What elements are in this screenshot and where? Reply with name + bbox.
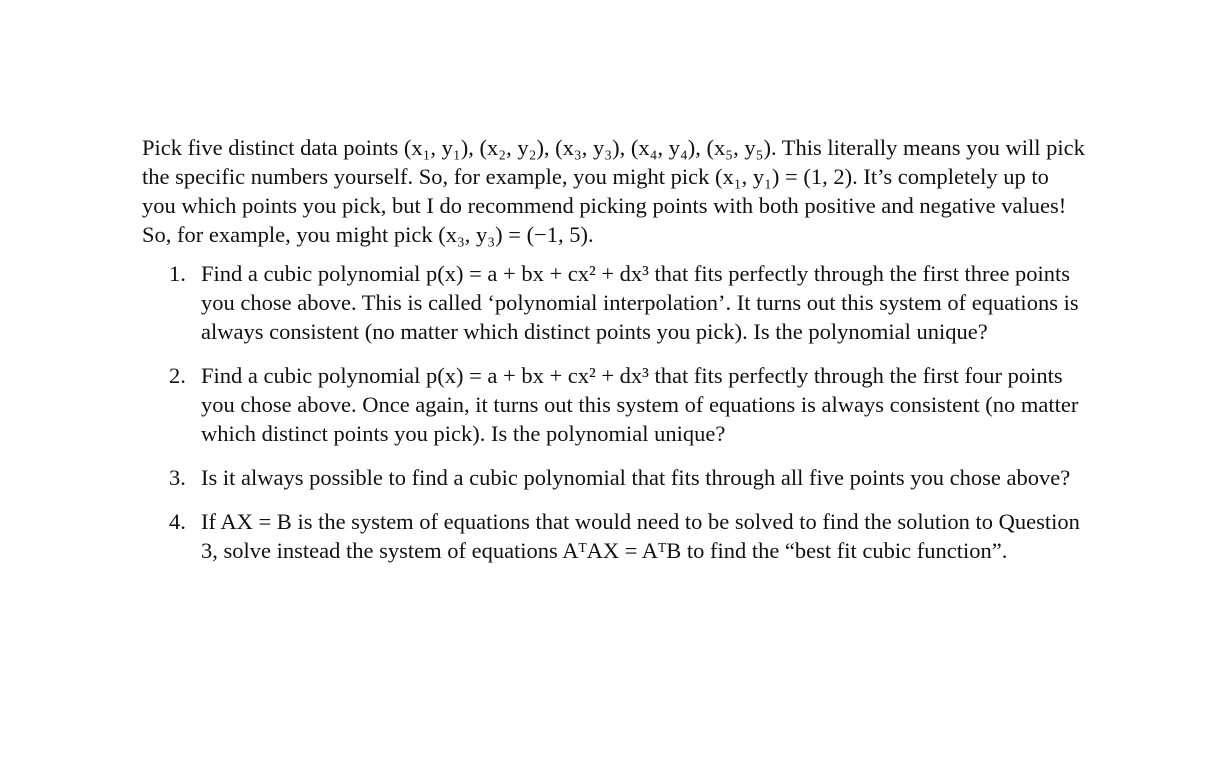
question-number: 2. (169, 363, 186, 388)
question-text: If AX = B is the system of equations that would need to be solved to find the solution to Question 3, solve instead the system of equations AᵀAX = AᵀB to find the “best fit cubic function”. (201, 509, 1080, 563)
list-item (142, 259, 1087, 346)
list-item (142, 361, 1087, 448)
intro-paragraph: Pick five distinct data points (x₁, y₁), (x₂, y₂), (x₃, y₃), (x₄, y₄), (x₅, y₅). This literally means you will pick the specific numbers yourself. So, for example, you might pick (x₁, y₁) = (1, 2). It’s completely up to you which points you pick, but I do recommend picking points with both positive and negative values! So, for example, you might pick (x₃, y₃) = (−1, 5). (142, 135, 1085, 247)
question-number: 1. (169, 261, 186, 286)
question-text: Is it always possible to find a cubic polynomial that fits through all five points you chose above? (201, 465, 1071, 490)
question-text: Find a cubic polynomial p(x) = a + bx + cx² + dx³ that fits perfectly through the first four points you chose above. Once again, it turns out this system of equations is always consistent (no matter which distinct points you pick). Is the polynomial unique? (201, 363, 1079, 446)
question-number: 3. (169, 465, 186, 490)
list-item (142, 463, 1087, 492)
question-text: Find a cubic polynomial p(x) = a + bx + cx² + dx³ that fits perfectly through the first three points you chose above. This is called ‘polynomial interpolation’. It turns out this system of equations is always consistent (no matter which distinct points you pick). Is the polynomial unique? (201, 261, 1079, 344)
question-number: 4. (169, 509, 186, 534)
question-list (142, 259, 1087, 565)
list-item (142, 507, 1087, 565)
document-page (142, 133, 1087, 580)
